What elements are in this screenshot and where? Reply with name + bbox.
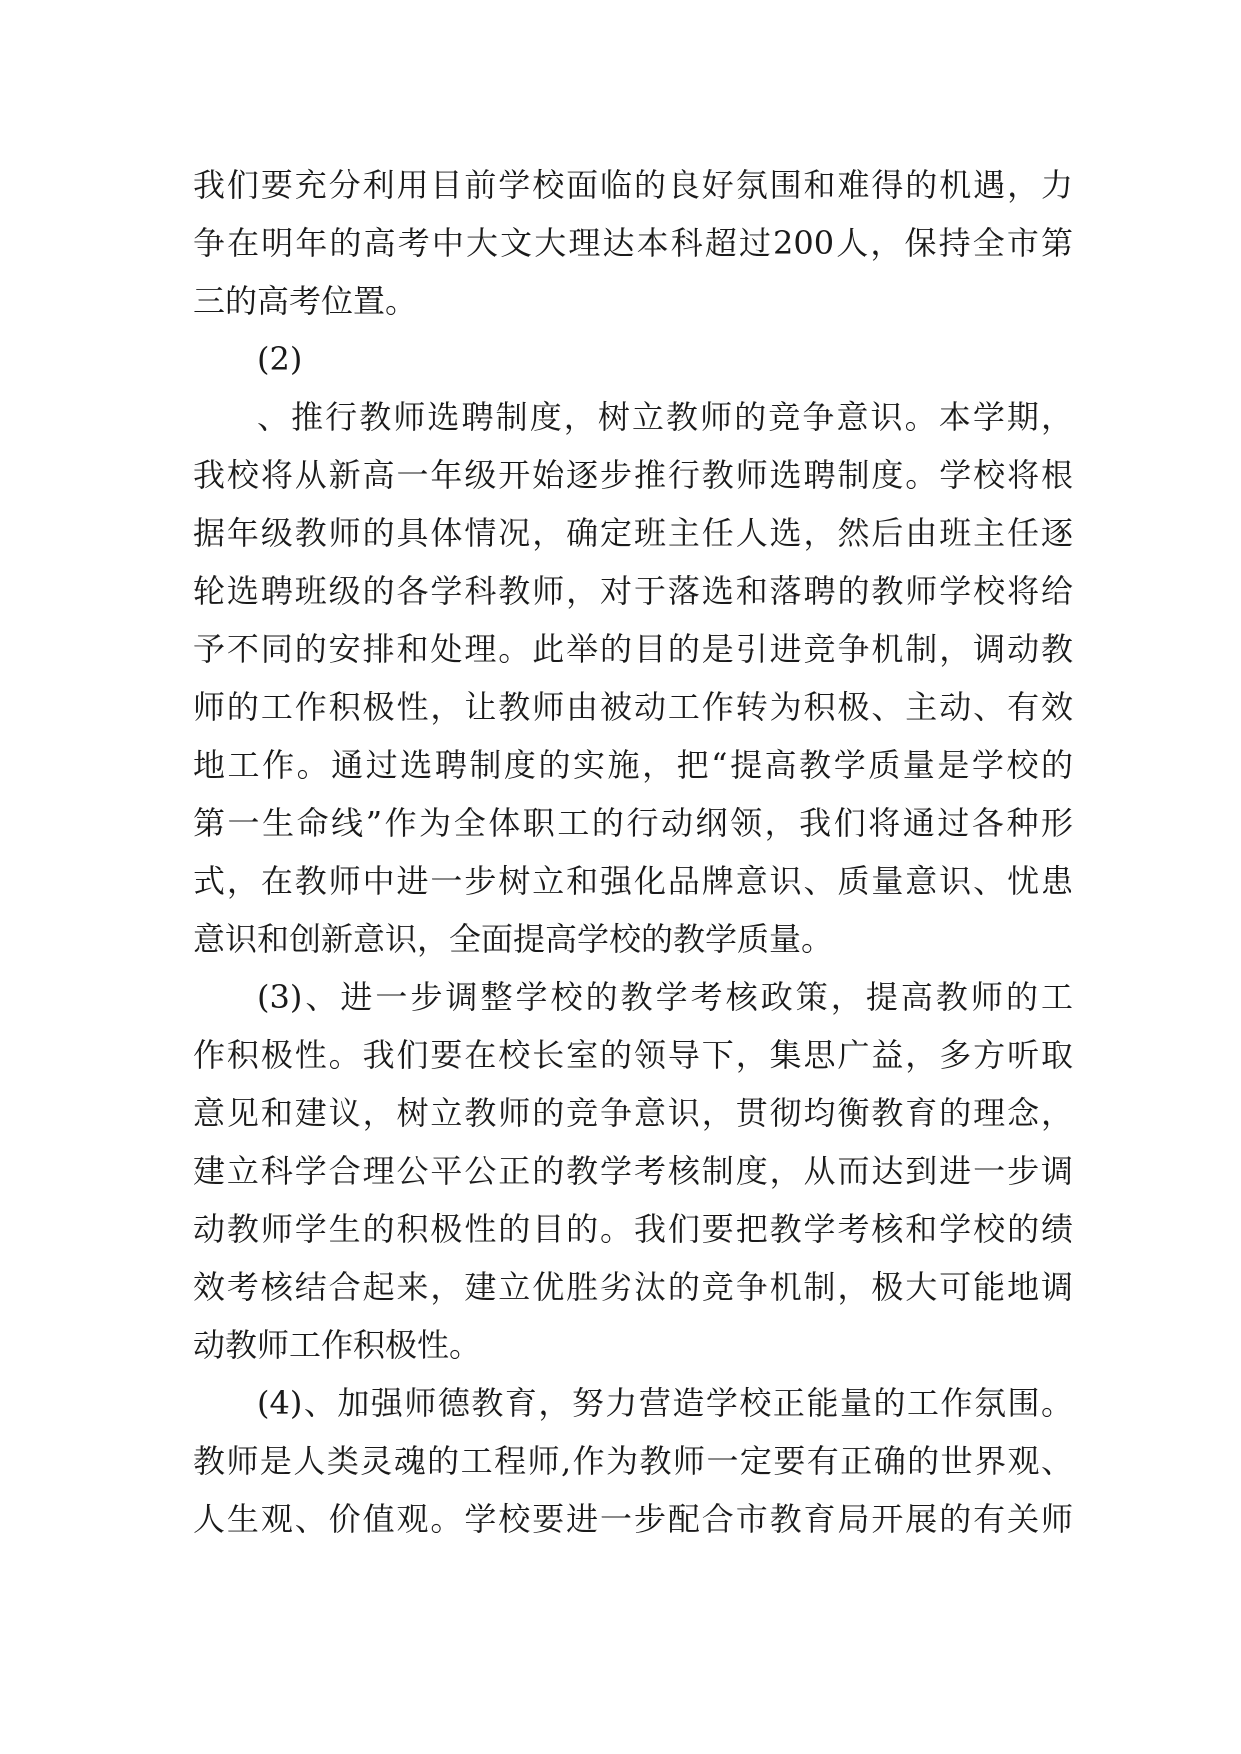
text-line: 据年级教师的具体情况，确定班主任人选，然后由班主任逐 [193, 514, 1073, 552]
text-line: 予不同的安排和处理。此举的目的是引进竞争机制，调动教 [193, 630, 1073, 668]
text-line: 作积极性。我们要在校长室的领导下，集思广益，多方听取 [193, 1036, 1073, 1074]
text-line: 师的工作积极性，让教师由被动工作转为积极、主动、有效 [193, 688, 1073, 726]
text-line: 争在明年的高考中大文大理达本科超过200人，保持全市第 [193, 224, 1073, 262]
text-line: 我们要充分利用目前学校面临的良好氛围和难得的机遇，力 [193, 166, 1073, 204]
text-line: 第一生命线”作为全体职工的行动纲领，我们将通过各种形 [193, 804, 1073, 842]
section-number: (2) [257, 340, 303, 378]
text-line: (3)、进一步调整学校的教学考核政策，提高教师的工 [257, 978, 1073, 1016]
text-line: 动教师学生的积极性的目的。我们要把教学考核和学校的绩 [193, 1210, 1073, 1248]
text-line: 意见和建议，树立教师的竞争意识，贯彻均衡教育的理念， [193, 1094, 1073, 1132]
text-line: 轮选聘班级的各学科教师，对于落选和落聘的教师学校将给 [193, 572, 1073, 610]
text-line: 地工作。通过选聘制度的实施，把“提高教学质量是学校的 [193, 746, 1073, 784]
text-line: 我校将从新高一年级开始逐步推行教师选聘制度。学校将根 [193, 456, 1073, 494]
text-line: 人生观、价值观。学校要进一步配合市教育局开展的有关师 [193, 1500, 1073, 1538]
text-line: 式，在教师中进一步树立和强化品牌意识、质量意识、忧患 [193, 862, 1073, 900]
text-line: 动教师工作积极性。 [193, 1326, 482, 1364]
text-line: 、推行教师选聘制度，树立教师的竞争意识。本学期， [257, 398, 1073, 436]
text-line: (4)、加强师德教育，努力营造学校正能量的工作氛围。 [257, 1384, 1073, 1422]
text-line: 效考核结合起来，建立优胜劣汰的竞争机制，极大可能地调 [193, 1268, 1073, 1306]
text-line: 教师是人类灵魂的工程师,作为教师一定要有正确的世界观、 [193, 1442, 1073, 1480]
text-line: 建立科学合理公平公正的教学考核制度，从而达到进一步调 [193, 1152, 1073, 1190]
text-line: 三的高考位置。 [193, 282, 418, 320]
text-line: 意识和创新意识，全面提高学校的教学质量。 [193, 920, 834, 958]
